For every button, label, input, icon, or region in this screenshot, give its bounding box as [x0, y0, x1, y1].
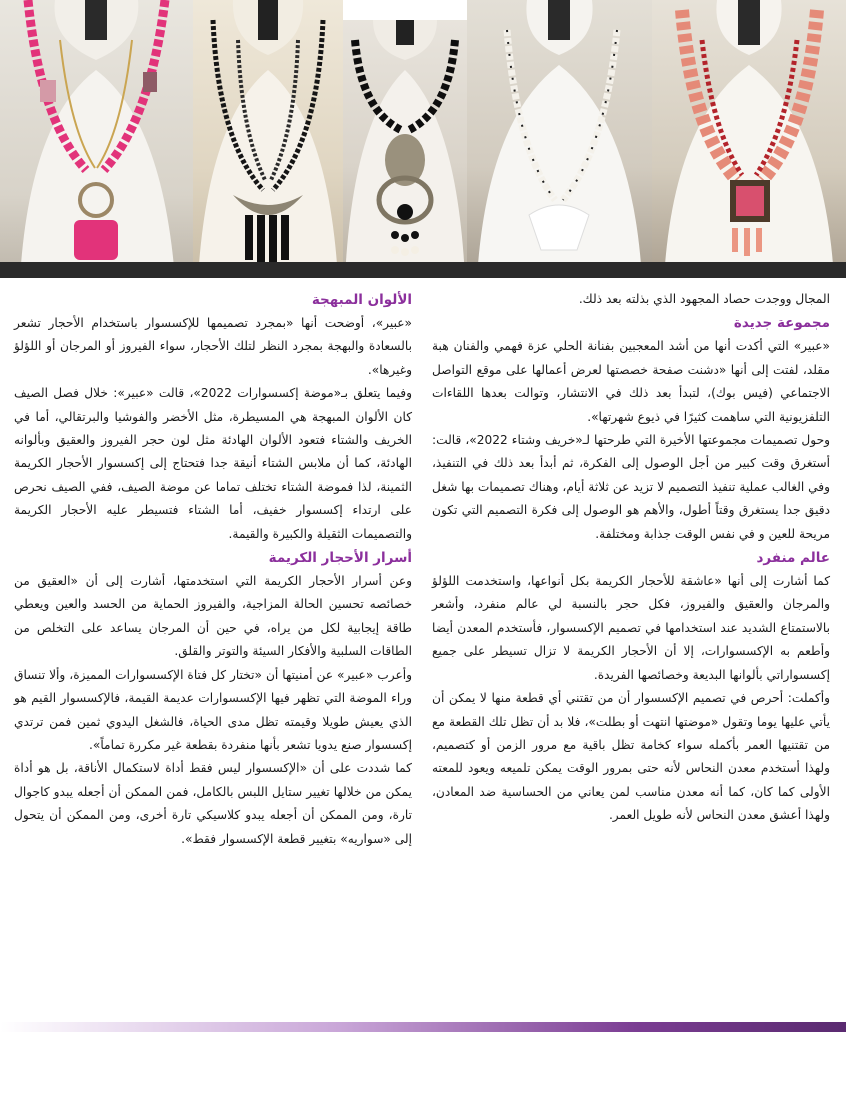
paragraph: وعن أسرار الأحجار الكريمة التي استخدمتها، أشارت إلى أن «العقيق من خصائصه تحسين الحالة المزاجية، والفيروز الحماية من الحسد والعين ويعطي طاقة إيجابية لكل من يراه، في حين أن المرجان يساعد على التخلص من الطاقات السلبية والأفكار السيئة والتوتر والقلق. — [14, 574, 412, 659]
paragraph: «عبير»، أوضحت أنها «بمجرد تصميمها للإكسسوار باستخدام الأحجار تشعر بالسعادة والبهجة بمجرد النظر لتلك الأحجار، سواء الفيروز أو المرجان أو اللؤلؤ وغيرها». — [14, 316, 412, 377]
paragraph: وحول تصميمات مجموعتها الأخيرة التي طرحتها لـ«خريف وشتاء 2022»، قالت: أستغرق وقت كبير من أجل الوصول إلى الفكرة، ثم أبدأ بعد ذلك في التنفيذ، وفي الغالب عملية تنفيذ التصميم لا تزيد عن ثلاثة أيام، وهناك تصميمات بها شغل دقيق جدا يستغرق وقتاً أطول، والأهم هو الوصول إلى فكرة التصميم التي تكون مريحة للعين و في نفس الوقت جذابة ومختلفة. — [432, 433, 830, 541]
necklace-illustration — [467, 0, 652, 278]
paragraph: المجال ووجدت حصاد المجهود الذي بذلته بعد ذلك. — [578, 292, 830, 306]
necklace-illustration — [652, 0, 846, 278]
photo-pink-agate-necklace — [0, 0, 193, 278]
article-column-left — [14, 288, 412, 851]
paragraph: وأكملت: أحرص في تصميم الإكسسوار أن من تقتني أي قطعة منها لا يمكن أن يأتي عليها يوما وتقول «موضتها انتهت أو بطلت»، فلا بد أن تظل تلك القطعة مع من تقتنيها العمر بأكمله سواء كخامة تظل باقية مع مرور الزمن أو كتصميم، ولهذا أستخدم معدن النحاس لأنه حتى بمرور الوقت يمكن تلميعه ويعود للمعته الأولى كما كان، كما أنه معدن مناسب لمن يعاني من الحساسية ضد المعادن، ولهذا أعشق معدن النحاس لأنه طويل العمر. — [432, 691, 830, 823]
paragraph: كما شددت على أن «الإكسسوار ليس فقط أداة لاستكمال الأناقة، بل هو أداة يمكن من خلالها تغيير ستايل اللبس بالكامل، فمن الممكن أن أجعله يبدو كاجوال تارة، ومن الممكن أن أجعله يبدو كلاسيكي تارة أخرى، ومن الممكن أن يتحول إلى «سواريه» بتغيير قطعة الإكسسوار فقط». — [14, 761, 412, 846]
paragraph: «عبير» التي أكدت أنها من أشد المعجبين بفنانة الحلي عزة فهمي والفنان هبة مقلد، لفتت إلى أنها «دشنت صفحة خصصتها لعرض أعمالها على موقع التواصل الاجتماعي (فيس بوك)، لتبدأ بعد ذلك في الانتشار، وتوالت بعدها اللقاءات التلفزيونية التي ساهمت كثيرًا في ذيوع شهرتها». — [432, 339, 830, 424]
necklace-illustration — [0, 0, 193, 278]
paragraph: وفيما يتعلق بـ«موضة إكسسوارات 2022»، قالت «عبير»: خلال فصل الصيف كان الألوان المبهجة هي المسيطرة، مثل الأخضر والفوشيا والبرتقالي، أما في الخريف والشتاء فتعود الألوان الهادئة مثل لون حجر الفيروز والعقيق وبألوانه الهادئة، كما أن ملابس الشتاء أنيقة جدا فتحتاج إلى إكسسوار الأحجار الكريمة الثمينة، لذا فموضة الشتاء تختلف تماما عن موضة الصيف، ففي الصيف نحرص على ارتداء إكسسوار خفيف، أما الشتاء فتسيطر عليه الأحجار الكريمة والتصميمات الثقيلة والكبيرة والقيمة. — [14, 386, 412, 541]
photo-black-onyx-necklace — [193, 0, 343, 278]
section-heading-new-collection: مجموعة جديدة — [733, 315, 830, 332]
necklace-illustration — [193, 0, 343, 278]
paragraph: كما أشارت إلى أنها «عاشقة للأحجار الكريمة بكل أنواعها، واستخدمت اللؤلؤ والمرجان والعقيق والفيروز، فكل حجر بالنسبة لي عالم منفرد، وأشعر بالاستمتاع الشديد عند استخدامها في تصميم الإكسسوار، فأستخدم المعدن أيضا وأطعم به الإكسسوارات، إلا أن الأحجار الكريمة لا تزال تسيطر على جميع إكسسواراتي بألوانها البديعة وخصائصها الفريدة. — [432, 574, 830, 682]
necklace-photo-strip — [0, 0, 846, 278]
photo-black-silver-pendant-necklace — [343, 0, 467, 278]
section-heading-gemstone-secrets: أسرار الأحجار الكريمة — [268, 550, 412, 567]
photo-coral-stone-necklace — [652, 0, 846, 278]
footer-color-bar — [0, 1022, 846, 1032]
photo-pearl-shell-necklace — [467, 0, 652, 278]
article-column-right — [432, 288, 830, 828]
necklace-illustration — [343, 0, 467, 278]
section-heading-bright-colors: الألوان المبهجة — [311, 292, 412, 308]
paragraph: وأعرب «عبير» عن أمنيتها أن «تختار كل فتاة الإكسسوارات المميزة، وألا تنساق وراء الموضة التي تظهر فيها الإكسسوارات عديمة القيمة، فالإكسسوار القيم هو الذي يعيش طويلا وقيمته تظل مدى الحياة، فالشغل اليدوي ثمين فمن ترتدي إكسسوار صنع يدويا تشعر بأنها منفردة بقطعة غير مكررة تماماً». — [14, 667, 412, 752]
section-heading-unique-world: عالم منفرد — [756, 550, 830, 567]
